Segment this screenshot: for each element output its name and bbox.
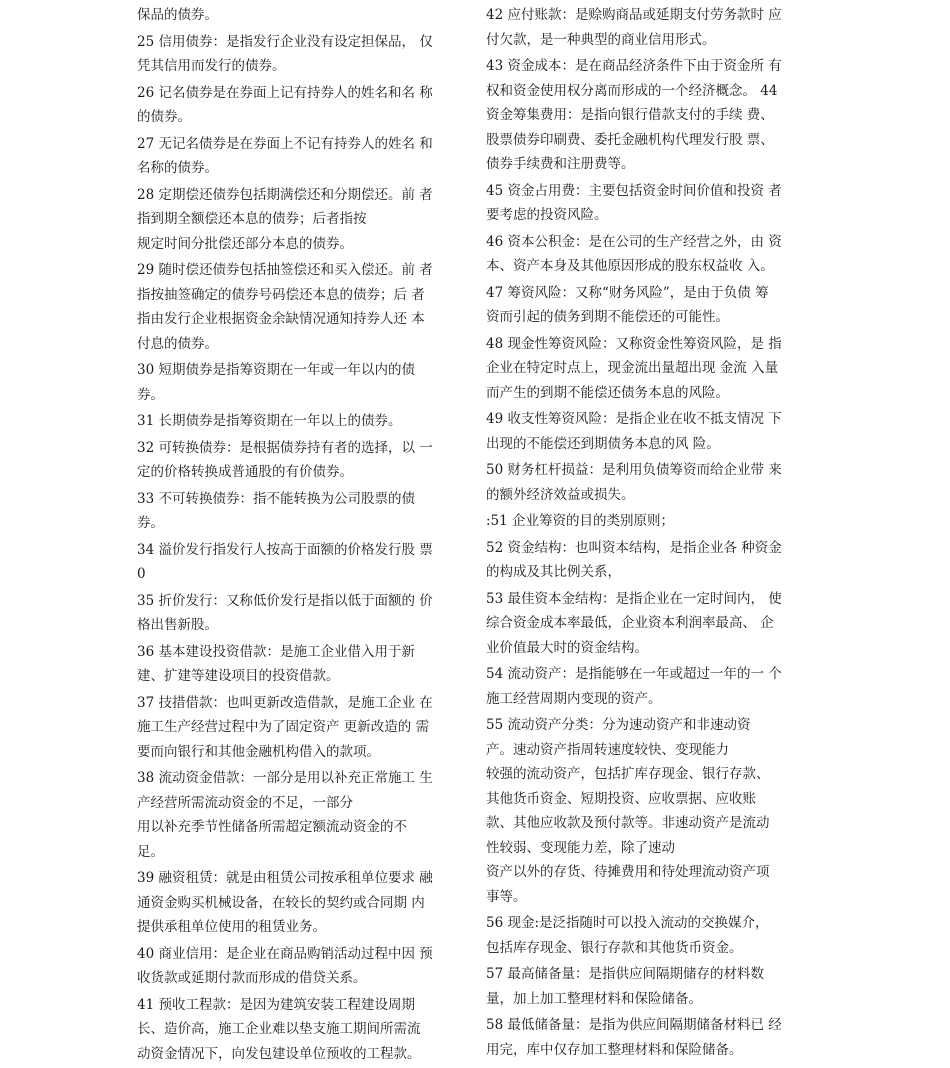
entry-line: 27 无记名债券是在券面上不记有持券人的姓名 和	[137, 135, 433, 152]
entry-line: 定的价格转换成普通股的有价债券。	[137, 464, 353, 480]
entry-line: 付息的债券。	[137, 335, 218, 352]
entry-line: 要而向银行和其他金融机构借入的款项。	[137, 743, 380, 760]
entry-line: 37 技措借款：也叫更新改造借款，是施工企业 在	[137, 694, 433, 711]
entry-line: 48 现金性筹资风险：又称资金性筹资风险，是 指	[486, 335, 782, 352]
glossary-entry	[137, 436, 462, 485]
entry-line: 综合资金成本率最低，企业资本利润率最高、 企	[486, 615, 774, 631]
entry-line: 足。	[137, 843, 164, 860]
entry-line: 53 最佳资本金结构：是指企业在一定时间内， 使	[486, 590, 782, 607]
entry-line: 提供承租单位使用的租赁业务。	[137, 919, 326, 935]
glossary-entry	[137, 691, 462, 765]
glossary-entry	[137, 993, 462, 1067]
left-column	[137, 3, 462, 1068]
glossary-entry	[486, 509, 808, 534]
entry-line: 33 不可转换债券：指不能转换为公司股票的债	[137, 490, 415, 507]
glossary-entry	[137, 409, 462, 434]
glossary-entry	[486, 407, 808, 456]
entry-line: 42 应付账款：是赊购商品或延期支付劳务款时 应	[486, 7, 782, 23]
glossary-entry	[486, 662, 808, 711]
entry-line: 格出售新股。	[137, 617, 218, 633]
glossary-entry	[137, 766, 462, 864]
glossary-entry	[137, 183, 462, 257]
glossary-entry	[486, 54, 808, 177]
entry-line: 45 资金占用费：主要包括资金时间价值和投资 者	[486, 182, 782, 199]
entry-line: 39 融资租赁：就是由租赁公司按承租单位要求 融	[137, 870, 433, 886]
entry-line: 通资金购买机械设备，在较长的契约或合同期 内	[137, 894, 425, 911]
entry-line: 较强的流动资产，包括扩库存现金、银行存款、	[486, 766, 770, 782]
entry-line: 企业在特定时点上，现金流出量超出现 金流 入量	[486, 360, 779, 376]
entry-line: 28 定期偿还债券包括期满偿还和分期偿还。前 者	[137, 186, 433, 203]
entry-line: 31 长期债券是指筹资期在一年以上的债券。	[137, 413, 402, 429]
entry-line: 收货款或延期付款而形成的借贷关系。	[137, 970, 367, 986]
entry-line: 43 资金成本：是在商品经济条件下由于资金所 有	[486, 58, 782, 74]
entry-line: 本、资产本身及其他原因形成的股东权益收 入。	[486, 258, 774, 274]
entry-line: 56 现金:是泛指随时可以投入流动的交换媒介，	[486, 915, 769, 931]
entry-line: 性较弱、变现能力差，除了速动	[486, 839, 675, 856]
entry-line: 用以补充季节性储备所需超定额流动资金的不	[137, 819, 407, 835]
glossary-entry	[137, 589, 462, 638]
glossary-entry	[486, 713, 808, 909]
entry-line: 券。	[137, 386, 164, 403]
entry-line: 资而引起的债务到期不能偿还的可能性。	[486, 309, 729, 325]
entry-line: 付欠款，是一种典型的商业信用形式。	[486, 31, 716, 48]
entry-line: 资金筹集费用：是指向银行借款支付的手续 费、	[486, 107, 774, 123]
entry-line: 46 资本公积金：是在公司的生产经营之外，由 资	[486, 233, 782, 250]
glossary-entry	[486, 962, 808, 1011]
entry-line: 26 记名债券是在券面上记有持券人的姓名和名 称	[137, 84, 433, 101]
glossary-entry	[486, 1013, 808, 1062]
entry-line: 业价值最大时的资金结构。	[486, 639, 648, 656]
entry-line: 施工生产经营过程中为了固定资产 更新改造的 需	[137, 719, 430, 735]
entry-line: 36 基本建设投资借款：是施工企业借入用于新	[137, 643, 415, 660]
entry-line: 的额外经济效益或损失。	[486, 486, 635, 503]
glossary-entry	[486, 536, 808, 585]
entry-line: 凭其信用而发行的债券。	[137, 58, 286, 74]
entry-line: 名称的债券。	[137, 160, 218, 176]
entry-line: 保品的债券。	[137, 7, 218, 23]
entry-line: :51 企业筹资的目的类别原则；	[486, 513, 675, 529]
glossary-entry	[486, 332, 808, 406]
entry-line: 50 财务杠杆损益：是利用负债筹资而给企业带 来	[486, 462, 782, 478]
entry-line: 55 流动资产分类：分为速动资产和非速动资	[486, 717, 751, 733]
entry-line: 用完，库中仅存加工整理材料和保险储备。	[486, 1041, 743, 1058]
entry-line: 出现的不能偿还到期债务本息的风 险。	[486, 435, 720, 452]
entry-line: 长、造价高，施工企业难以垫支施工期间所需流	[137, 1021, 421, 1037]
entry-line: 54 流动资产：是指能够在一年或超过一年的一 个	[486, 666, 782, 682]
entry-line: 施工经营周期内变现的资产。	[486, 690, 662, 707]
entry-line: 动资金情况下，向发包建设单位预收的工程款。	[137, 1045, 421, 1062]
glossary-entry	[137, 358, 462, 407]
entry-line: 34 溢价发行指发行人按高于面额的价格发行股 票	[137, 541, 433, 558]
glossary-entry	[137, 258, 462, 356]
entry-line: 建、扩建等建设项目的投资借款。	[137, 668, 340, 684]
entry-line: 事等。	[486, 888, 527, 905]
entry-line: 32 可转换债券：是根据债券持有者的选择，以 一	[137, 439, 433, 456]
glossary-entry	[486, 3, 808, 52]
entry-line: 量，加上加工整理材料和保险储备。	[486, 990, 702, 1007]
entry-line: 而产生的到期不能偿还债务本息的风险。	[486, 384, 729, 401]
glossary-entry	[137, 30, 462, 79]
entry-line: 35 折价发行：又称低价发行是指以低于面额的 价	[137, 592, 433, 609]
entry-line: 指由发行企业根据资金余缺情况通知持券人还 本	[137, 311, 425, 327]
glossary-entry	[486, 587, 808, 661]
entry-line: 规定时间分批偿还部分本息的债券。	[137, 235, 353, 252]
entry-line: 58 最低储备量：是指为供应间隔期储备材料已 经	[486, 1017, 782, 1033]
right-column	[486, 3, 808, 1064]
entry-line: 股票债券印刷费、委托金融机构代理发行股 票、	[486, 131, 774, 148]
glossary-entry	[137, 866, 462, 940]
entry-line: 49 收支性筹资风险：是指企业在收不抵支情况 下	[486, 411, 782, 427]
entry-line: 要考虑的投资风险。	[486, 207, 608, 223]
entry-line: 41 预收工程款：是因为建筑安装工程建设周期	[137, 996, 415, 1013]
entry-line: 40 商业信用：是企业在商品购销活动过程中因 预	[137, 945, 433, 962]
entry-line: 款、其他应收款及预付款等。非速动资产是流动	[486, 815, 770, 831]
entry-line: 的债券。	[137, 109, 191, 125]
glossary-entry	[137, 640, 462, 689]
glossary-entry	[137, 81, 462, 130]
glossary-entry	[137, 487, 462, 536]
entry-line: 0	[137, 566, 146, 582]
entry-line: 29 随时偿还债券包括抽签偿还和买入偿还。前 者	[137, 262, 433, 278]
entry-line: 其他货币资金、短期投资、应收票据、应收账	[486, 790, 756, 807]
glossary-entry	[137, 538, 462, 587]
glossary-entry	[486, 911, 808, 960]
entry-line: 38 流动资金借款：一部分是用以补充正常施工 生	[137, 770, 433, 786]
glossary-entry	[137, 132, 462, 181]
entry-line: 产经营所需流动资金的不足，一部分	[137, 794, 353, 811]
entry-line: 的构成及其比例关系，	[486, 564, 621, 580]
entry-line: 券。	[137, 515, 164, 531]
glossary-entry	[486, 281, 808, 330]
entry-line: 47 筹资风险：又称“财务风险”，是由于负债 筹	[486, 284, 769, 301]
glossary-entry	[486, 230, 808, 279]
entry-line: 指按抽签确定的债券号码偿还本息的债券；后 者	[137, 286, 425, 303]
entry-line: 包括库存现金、银行存款和其他货币资金。	[486, 939, 743, 956]
glossary-entry	[137, 942, 462, 991]
glossary-entry	[486, 179, 808, 228]
entry-line: 指到期全额偿还本息的债券；后者指按	[137, 211, 367, 227]
entry-line: 权和资金使用权分离而形成的一个经济概念。 44	[486, 82, 778, 99]
entry-line: 57 最高储备量：是指供应间隔期储存的材料数	[486, 966, 764, 982]
entry-line: 52 资金结构：也叫资本结构，是指企业各 种资金	[486, 539, 782, 556]
entry-line: 30 短期债券是指筹资期在一年或一年以内的债	[137, 362, 415, 378]
entry-line: 资产以外的存货、待摊费用和待处理流动资产项	[486, 864, 770, 880]
glossary-entry	[137, 3, 462, 28]
glossary-entry	[486, 458, 808, 507]
entry-line: 产。速动资产指周转速度较快、变现能力	[486, 741, 729, 758]
entry-line: 债券手续费和注册费等。	[486, 156, 635, 172]
entry-line: 25 信用债券：是指发行企业没有设定担保品， 仅	[137, 33, 433, 50]
